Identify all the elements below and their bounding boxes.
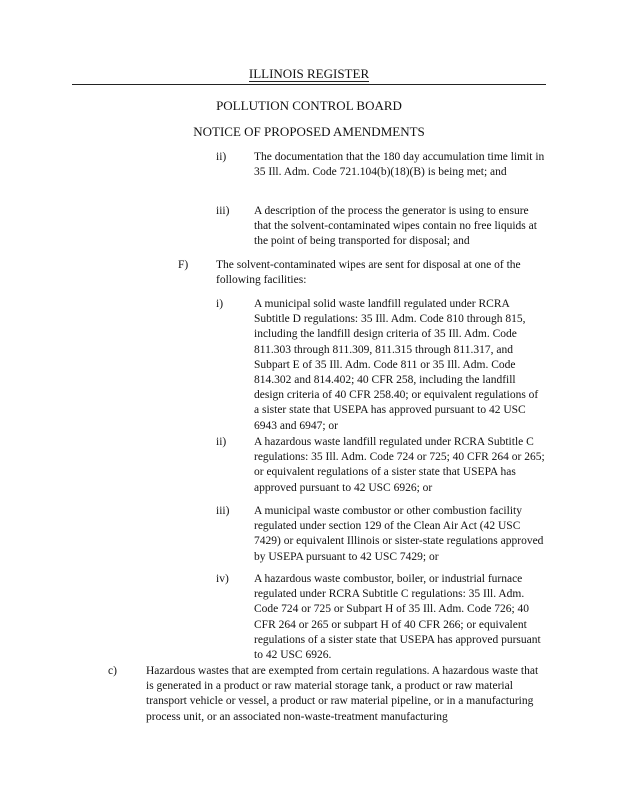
- header-rule: [72, 84, 546, 85]
- item-text: Hazardous wastes that are exempted from certain regulations. A hazardous waste that is generated in a product or raw material storage tank, a product or raw material transport vehicle or vessel, a product or raw material pipeline, or in a manufacturing process unit, or an associated non-waste-treatment manufacturing: [146, 665, 539, 723]
- item-text: A municipal waste combustor or other combustion facility regulated under section 129 of the Clean Air Act (42 USC 7429) or equivalent Illinois or sister-state regulations approved by USEPA pursuant to 42 USC 7429; or: [254, 505, 544, 563]
- item-marker: iii): [216, 505, 230, 517]
- item-text: A description of the process the generator is using to ensure that the solvent-contaminated wipes contain no free liquids at the point of being transported for disposal; and: [254, 205, 537, 248]
- notice-title: NOTICE OF PROPOSED AMENDMENTS: [193, 124, 425, 139]
- board-title: POLLUTION CONTROL BOARD: [216, 98, 402, 113]
- item-marker: ii): [216, 436, 227, 448]
- item-marker: ii): [216, 151, 227, 163]
- register-title: ILLINOIS REGISTER: [248, 66, 370, 81]
- item-marker: iii): [216, 205, 230, 217]
- item-marker: F): [178, 259, 189, 271]
- item-text: A municipal solid waste landfill regulated under RCRA Subtitle D regulations: 35 Ill. Adm. Code 810 through 815, including the landfill design criteria of 35 Ill. Adm. Code 811.303 through 811.309, 811.315 through 811.317, and Subpart E of 35 Ill. Adm. Code 811 or 35 Ill. Adm. Code 814.302 and 814.402; 40 CFR 258, including the landfill design criteria of 40 CFR 258.40; or equivalent regulations of a sister state that USEPA has approved pursuant to 42 USC 6943 and 6947; or: [254, 298, 539, 432]
- item-marker: c): [108, 665, 117, 677]
- item-text: A hazardous waste landfill regulated under RCRA Subtitle C regulations: 35 Ill. Adm. Code 724 or 725; 40 CFR 264 or 265; or equivalent regulations of a sister state that USEPA has approved pursuant to 42 USC 6926; or: [254, 436, 545, 494]
- item-marker: iv): [216, 573, 229, 585]
- item-marker: i): [216, 298, 224, 310]
- item-text: A hazardous waste combustor, boiler, or industrial furnace regulated under RCRA Subtitle C regulations: 35 Ill. Adm. Code 724 or 725 or Subpart H of 35 Ill. Adm. Code 726; 40 CFR 264 or 265 or subpart H of 40 CFR 266; or equivalent regulations of a sister state that USEPA has approved pursuant to 42 USC 6926.: [254, 573, 541, 662]
- item-text: The solvent-contaminated wipes are sent for disposal at one of the following facilities:: [216, 259, 521, 287]
- item-text: The documentation that the 180 day accumulation time limit in 35 Ill. Adm. Code 721.104(b)(18)(B) is being met; and: [254, 151, 545, 179]
